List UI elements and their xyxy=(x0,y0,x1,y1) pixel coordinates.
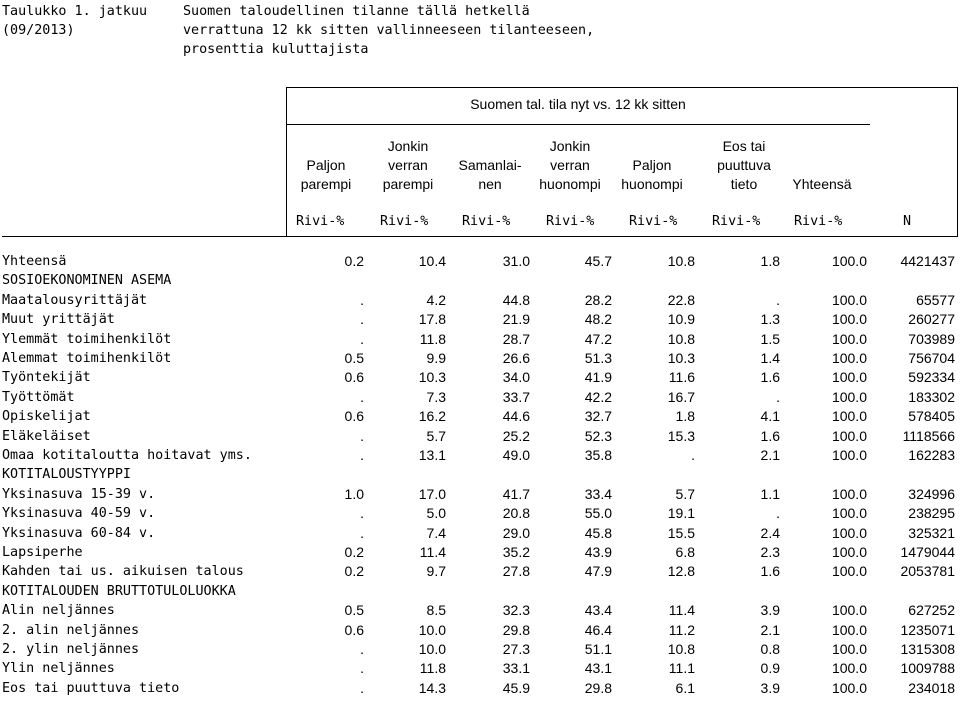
table-cell: 592334 xyxy=(908,369,955,386)
row-label: Muut yrittäjät xyxy=(2,312,115,328)
unit-label: N xyxy=(903,214,912,229)
table-cell: . xyxy=(360,447,364,463)
table-row xyxy=(0,640,960,659)
table-row xyxy=(0,601,960,620)
table-cell: 100.0 xyxy=(831,505,867,522)
table-cell: 6.8 xyxy=(675,544,695,560)
table-cell: 10.0 xyxy=(418,621,446,638)
table-cell: 51.3 xyxy=(584,350,612,366)
row-label: Maatalousyrittäjät xyxy=(2,292,148,308)
table-cell: 100.0 xyxy=(831,369,867,386)
table-cell: . xyxy=(691,447,695,463)
table-cell: 2053781 xyxy=(900,563,955,580)
table-title-line-2: verrattuna 12 kk sitten vallinneeseen tilanteeseen, xyxy=(183,23,595,38)
table-cell: 1479044 xyxy=(900,544,955,560)
table-cell: 11.1 xyxy=(668,660,695,677)
unit-label: Rivi-% xyxy=(629,214,678,229)
table-row xyxy=(0,543,960,562)
table-cell: 1.6 xyxy=(760,427,780,444)
table-cell: 0.8 xyxy=(760,641,780,657)
group-title: Suomen tal. tila nyt vs. 12 kk sitten xyxy=(470,96,686,112)
table-row xyxy=(0,659,960,678)
table-cell: 578405 xyxy=(908,408,955,425)
column-header-7-line-3: Yhteensä xyxy=(792,176,852,192)
table-row xyxy=(0,524,960,543)
table-cell: . xyxy=(360,330,364,347)
table-cell: 16.7 xyxy=(667,388,695,405)
table-cell: . xyxy=(360,427,364,444)
table-cell: 1.5 xyxy=(760,330,780,347)
table-cell: 48.2 xyxy=(584,311,612,328)
table-row xyxy=(0,679,960,698)
table-cell: 703989 xyxy=(908,330,955,347)
table-cell: 100.0 xyxy=(831,602,867,619)
row-label: Alemmat toimihenkilöt xyxy=(2,351,172,366)
table-cell: 14.3 xyxy=(418,679,446,696)
table-cell: 0.9 xyxy=(760,660,780,677)
row-label: Yksinasuva 60-84 v. xyxy=(2,525,156,541)
table-cell: 1235071 xyxy=(900,621,955,638)
row-label: Eläkeläiset xyxy=(2,428,91,444)
column-header-4-line-3: huonompi xyxy=(539,176,601,192)
table-cell: 2.4 xyxy=(760,524,780,541)
column-header-3-line-2: Samanlai- xyxy=(458,157,522,173)
table-cell: 1.4 xyxy=(760,350,780,366)
table-cell: 324996 xyxy=(908,485,955,502)
table-cell: 44.6 xyxy=(502,408,530,425)
table-cell: 10.8 xyxy=(667,253,695,269)
row-label: 2. alin neljännes xyxy=(2,622,140,638)
table-cell: 27.3 xyxy=(502,641,530,657)
table-cell: 100.0 xyxy=(831,427,867,444)
table-cell: 43.4 xyxy=(584,602,612,619)
table-cell: 29.0 xyxy=(502,524,530,541)
row-label: Yksinasuva 15-39 v. xyxy=(2,486,156,502)
table-cell: 162283 xyxy=(908,447,955,463)
table-title-line-3: prosenttia kuluttajista xyxy=(183,42,369,57)
table-cell: 100.0 xyxy=(831,679,867,696)
table-cell: 29.8 xyxy=(584,679,612,696)
table-cell: . xyxy=(360,388,364,405)
table-cell: 1.0 xyxy=(344,485,364,502)
table-cell: 25.2 xyxy=(502,427,530,444)
table-cell: 183302 xyxy=(908,388,955,405)
table-row xyxy=(0,562,960,581)
table-cell: 15.5 xyxy=(667,524,695,541)
table-cell: 55.0 xyxy=(584,505,612,522)
section-header-row xyxy=(0,271,960,290)
table-cell: 9.7 xyxy=(426,563,446,580)
row-label: Yksinasuva 40-59 v. xyxy=(2,506,156,522)
table-row xyxy=(0,621,960,640)
table-cell: 65577 xyxy=(916,291,955,308)
table-cell: 16.2 xyxy=(418,408,446,425)
table-cell: 1.8 xyxy=(675,408,695,425)
table-cell: 1.8 xyxy=(760,253,780,269)
unit-label: Rivi-% xyxy=(462,214,511,229)
table-cell: 31.0 xyxy=(502,253,530,269)
table-cell: . xyxy=(360,291,364,308)
table-cell: 100.0 xyxy=(831,330,867,347)
column-header-2-line-3: parempi xyxy=(382,176,434,192)
table-number: Taulukko 1. jatkuu xyxy=(2,4,148,19)
column-header-1-line-3: parempi xyxy=(300,176,352,192)
table-cell: 49.0 xyxy=(502,447,530,463)
table-cell: 1009788 xyxy=(900,660,955,677)
table-cell: 45.7 xyxy=(584,253,612,269)
table-cell: 32.3 xyxy=(502,602,530,619)
table-cell: 1.1 xyxy=(760,485,780,502)
table-cell: 1.6 xyxy=(760,369,780,386)
section-header-row xyxy=(0,465,960,484)
table-cell: 33.7 xyxy=(502,388,530,405)
table-cell: 100.0 xyxy=(831,291,867,308)
table-cell: 4.1 xyxy=(760,408,780,425)
row-label: Työttömät xyxy=(2,389,75,405)
table-cell: . xyxy=(360,660,364,677)
table-cell: 28.2 xyxy=(584,291,612,308)
unit-label: Rivi-% xyxy=(296,214,345,229)
table-cell: 100.0 xyxy=(831,408,867,425)
table-row xyxy=(0,485,960,504)
table-cell: 7.4 xyxy=(426,524,446,541)
table-cell: 1315308 xyxy=(900,641,955,657)
table-cell: 32.7 xyxy=(584,408,612,425)
table-cell: 10.9 xyxy=(667,311,695,328)
table-cell: 34.0 xyxy=(502,369,530,386)
table-cell: 100.0 xyxy=(831,524,867,541)
table-cell: 10.8 xyxy=(667,330,695,347)
table-cell: 100.0 xyxy=(831,544,867,560)
table-cell: 100.0 xyxy=(831,621,867,638)
table-row xyxy=(0,330,960,349)
header-right-border xyxy=(957,87,958,237)
table-cell: 11.4 xyxy=(668,602,695,619)
table-cell: 35.2 xyxy=(502,544,530,560)
table-cell: 10.3 xyxy=(418,369,446,386)
table-cell: . xyxy=(360,311,364,328)
row-label: Työntekijät xyxy=(2,370,91,386)
table-cell: 20.8 xyxy=(502,505,530,522)
table-cell: 2.3 xyxy=(760,544,780,560)
row-label: Kahden tai us. aikuisen talous xyxy=(2,564,244,580)
table-cell: 11.4 xyxy=(419,544,446,560)
table-cell: 100.0 xyxy=(831,485,867,502)
table-cell: 100.0 xyxy=(831,447,867,463)
unit-label: Rivi-% xyxy=(546,214,595,229)
table-cell: 51.1 xyxy=(584,641,612,657)
table-cell: 42.2 xyxy=(584,388,612,405)
table-cell: 29.8 xyxy=(502,621,530,638)
table-cell: 0.2 xyxy=(344,563,364,580)
row-label: Ylemmät toimihenkilöt xyxy=(2,331,172,347)
unit-label: Rivi-% xyxy=(712,214,761,229)
table-cell: 45.8 xyxy=(584,524,612,541)
group-title-underline xyxy=(286,124,870,125)
table-cell: 238295 xyxy=(908,505,955,522)
table-cell: 10.4 xyxy=(418,253,446,269)
section-title: KOTITALOUSTYYPPI xyxy=(2,467,131,483)
table-cell: 0.6 xyxy=(344,621,364,638)
table-cell: 33.1 xyxy=(502,660,530,677)
column-header-2-line-2: verran xyxy=(388,157,428,173)
column-header-5-line-2: Paljon xyxy=(632,157,672,173)
table-cell: . xyxy=(360,505,364,522)
table-cell: 0.2 xyxy=(344,253,364,269)
column-header-5-line-3: huonompi xyxy=(621,176,683,192)
table-row xyxy=(0,310,960,329)
header-top-rule xyxy=(286,87,958,88)
table-cell: 15.3 xyxy=(667,427,695,444)
table-cell: 2.1 xyxy=(760,621,780,638)
table-cell: 12.8 xyxy=(667,563,695,580)
table-cell: 100.0 xyxy=(831,311,867,328)
table-cell: 46.4 xyxy=(584,621,612,638)
table-cell: 100.0 xyxy=(831,660,867,677)
table-cell: 27.8 xyxy=(502,563,530,580)
table-cell: 627252 xyxy=(908,602,955,619)
table-cell: 41.7 xyxy=(502,485,530,502)
row-label: Omaa kotitaloutta hoitavat yms. xyxy=(2,448,252,463)
table-row xyxy=(0,291,960,310)
row-label: Yhteensä xyxy=(2,254,67,269)
table-cell: 11.8 xyxy=(419,330,446,347)
table-cell: 4421437 xyxy=(900,253,955,269)
column-header-6-line-2: puuttuva xyxy=(717,157,771,173)
table-cell: 28.7 xyxy=(502,330,530,347)
section-header-row xyxy=(0,582,960,601)
table-row xyxy=(0,427,960,446)
table-cell: 35.8 xyxy=(584,447,612,463)
table-cell: 5.0 xyxy=(426,505,446,522)
table-cell: 100.0 xyxy=(831,253,867,269)
unit-label: Rivi-% xyxy=(794,214,843,229)
section-title: KOTITALOUDEN BRUTTOTULOLUOKKA xyxy=(2,583,236,599)
table-cell: 11.2 xyxy=(668,621,695,638)
table-cell: 4.2 xyxy=(426,291,446,308)
row-label: Ylin neljännes xyxy=(2,661,115,677)
table-cell: 33.4 xyxy=(584,485,612,502)
table-cell: 100.0 xyxy=(831,641,867,657)
table-cell: 6.1 xyxy=(675,679,695,696)
table-cell: 0.5 xyxy=(344,602,364,619)
table-cell: 22.8 xyxy=(667,291,695,308)
row-label: Opiskelijat xyxy=(2,409,91,425)
table-cell: 1.3 xyxy=(760,311,780,328)
table-cell: 1118566 xyxy=(902,427,955,444)
column-header-3-line-3: nen xyxy=(478,176,502,192)
column-header-6-line-1: Eos tai xyxy=(722,138,766,154)
table-cell: 43.1 xyxy=(584,660,612,677)
table-cell: . xyxy=(360,679,364,696)
table-cell: 9.9 xyxy=(426,350,446,366)
table-cell: 41.9 xyxy=(584,369,612,386)
column-header-1-line-2: Paljon xyxy=(306,157,346,173)
table-cell: . xyxy=(776,291,780,308)
table-cell: 100.0 xyxy=(831,563,867,580)
table-cell: 17.0 xyxy=(418,485,446,502)
table-cell: 52.3 xyxy=(584,427,612,444)
row-label: Alin neljännes xyxy=(2,603,115,619)
table-cell: . xyxy=(360,641,364,657)
table-cell: 100.0 xyxy=(831,350,867,366)
table-cell: 10.8 xyxy=(667,641,695,657)
table-row xyxy=(0,407,960,426)
table-cell: 26.6 xyxy=(502,350,530,366)
table-cell: 10.0 xyxy=(418,641,446,657)
table-cell: 0.6 xyxy=(344,369,364,386)
table-cell: . xyxy=(776,505,780,522)
table-cell: 47.9 xyxy=(584,563,612,580)
section-title: SOSIOEKONOMINEN ASEMA xyxy=(2,273,172,289)
table-row xyxy=(0,504,960,523)
table-cell: 7.3 xyxy=(426,388,446,405)
table-cell: 3.9 xyxy=(760,602,780,619)
table-cell: 0.5 xyxy=(344,350,364,366)
table-cell: 11.8 xyxy=(419,660,446,677)
table-cell: 19.1 xyxy=(667,505,695,522)
table-cell: 8.5 xyxy=(426,602,446,619)
table-row xyxy=(0,446,960,465)
table-cell: 5.7 xyxy=(675,485,695,502)
table-cell: . xyxy=(776,388,780,405)
table-cell: 325321 xyxy=(908,524,955,541)
table-cell: 21.9 xyxy=(502,311,530,328)
column-header-4-line-1: Jonkin xyxy=(549,138,591,154)
unit-label: Rivi-% xyxy=(380,214,429,229)
table-cell: 756704 xyxy=(908,350,955,366)
table-cell: 45.9 xyxy=(502,679,530,696)
table-row xyxy=(0,252,960,271)
table-cell: 100.0 xyxy=(831,388,867,405)
table-cell: 5.7 xyxy=(426,427,446,444)
table-cell: 17.8 xyxy=(418,311,446,328)
column-header-2-line-1: Jonkin xyxy=(387,138,429,154)
table-cell: 234018 xyxy=(908,679,955,696)
row-label: 2. ylin neljännes xyxy=(2,642,140,657)
table-row xyxy=(0,368,960,387)
table-cell: 13.1 xyxy=(418,447,446,463)
table-cell: 0.6 xyxy=(344,408,364,425)
table-cell: 44.8 xyxy=(502,291,530,308)
table-cell: . xyxy=(360,524,364,541)
header-bottom-rule xyxy=(2,236,958,237)
row-label: Eos tai puuttuva tieto xyxy=(2,680,180,696)
table-cell: 11.6 xyxy=(668,369,695,386)
table-cell: 1.6 xyxy=(760,563,780,580)
table-cell: 47.2 xyxy=(584,330,612,347)
table-cell: 0.2 xyxy=(344,544,364,560)
table-cell: 260277 xyxy=(908,311,955,328)
table-title-line-1: Suomen taloudellinen tilanne tällä hetkellä xyxy=(183,4,530,19)
table-cell: 10.3 xyxy=(667,350,695,366)
column-header-6-line-3: tieto xyxy=(730,176,758,192)
table-cell: 3.9 xyxy=(760,679,780,696)
table-row xyxy=(0,388,960,407)
table-cell: 43.9 xyxy=(584,544,612,560)
row-label: Lapsiperhe xyxy=(2,545,83,560)
table-cell: 2.1 xyxy=(760,447,780,463)
column-header-4-line-2: verran xyxy=(550,157,590,173)
table-row xyxy=(0,349,960,368)
table-date: (09/2013) xyxy=(2,23,75,38)
